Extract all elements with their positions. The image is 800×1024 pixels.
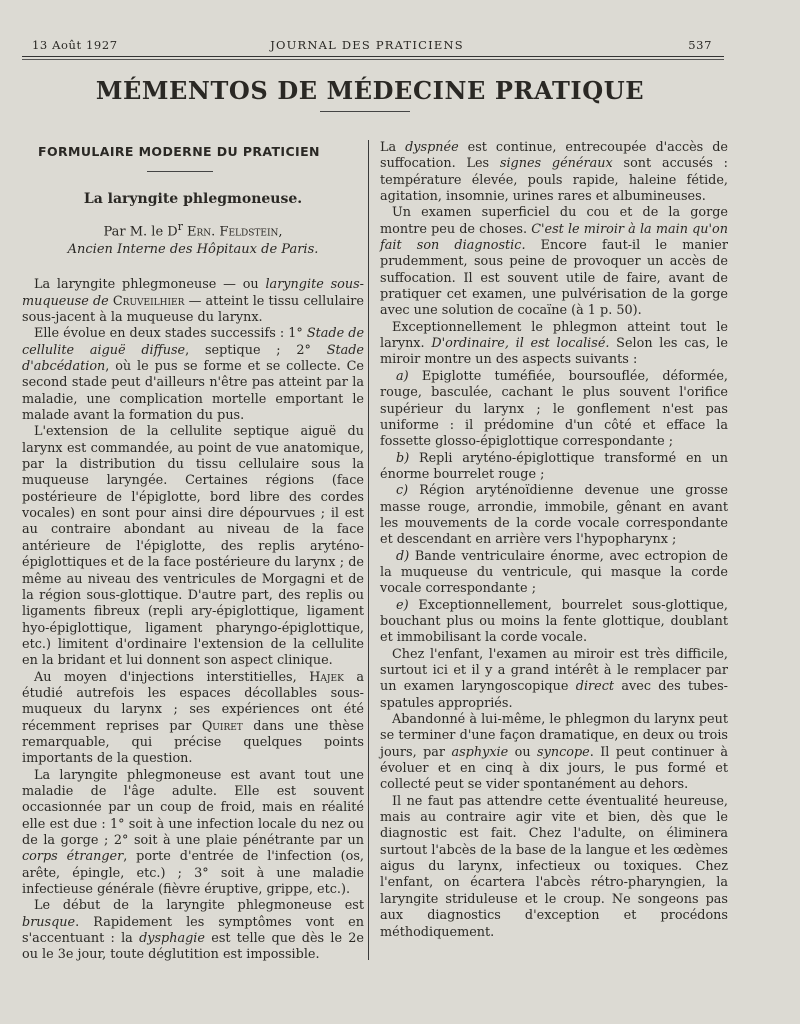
list-item: c) Région aryténoïdienne devenue une grosse masse rouge, arrondie, immobile, gênant en avant les mouvements de la corde vocale correspondante et descendant en arrière vers l'hypopharynx ; <box>380 483 728 548</box>
paragraph: L'extension de la cellulite septique aiguë du larynx est commandée, au point de vue anatomique, par la distribution du tissu cellulaire sous la muqueuse laryngée. Certaines régions (face postérieure de l'épiglotte, bord libre des cordes vocales) en sont pour ainsi dire dépourvues ; il est au contraire abondant au niveau de la face antérieure de l'épiglotte, des replis aryténo-épiglottiques et de la face postérieure du larynx ; de même au niveau des ventricules de Morgagni et de la région sous-glottique. D'autre part, des replis ou ligaments fibreux (repli ary-épiglottique, ligament hyo-épiglottique, ligament pharyngo-épiglottique, etc.) limitent d'ordinaire l'extension de la cellulite en la bridant et lui donnent son aspect clinique. <box>22 424 364 669</box>
byline-prefix: Par M. le D <box>103 224 178 240</box>
header-date: 13 Août 1927 <box>32 38 118 52</box>
section-title: FORMULAIRE MODERNE DU PRATICIEN <box>38 144 320 159</box>
paragraph: Chez l'enfant, l'examen au miroir est très difficile, surtout ici et il y a grand intérêt à le remplacer par un examen laryngoscopique direct avec des tubes-spatules appropriés. <box>380 646 728 711</box>
header-journal-title: JOURNAL DES PRATICIENS <box>270 38 464 52</box>
list-item: a) Epiglotte tuméfiée, boursouflée, déformée, rouge, basculée, cachant le plus souvent l'orifice supérieur du larynx ; le gonflement n'est pas uniforme : il prédomine d'un côté et efface la fossette glosso-épiglottique correspondante ; <box>380 368 728 450</box>
paragraph: La laryngite phlegmoneuse est avant tout une maladie de l'âge adulte. Elle est souvent occasionnée par un coup de froid, mais en réalité elle est due : 1° soit à une infection locale du nez ou de la gorge ; 2° soit à une plaie pénétrante par un corps étranger, porte d'entrée de l'infection (os, arête, épingle, etc.) ; 3° soit à une maladie infectieuse générale (fièvre éruptive, grippe, etc.). <box>22 767 364 898</box>
title-divider <box>320 111 410 112</box>
paragraph: Abandonné à lui-même, le phlegmon du larynx peut se terminer d'une façon dramatique, en deux ou trois jours, par asphyxie ou syncope. Il peut continuer à évoluer et en cinq à dix jours, le pus formé et collecté peut se vider spontanément au dehors. <box>380 712 728 793</box>
paragraph: La dyspnée est continue, entrecoupée d'accès de suffocation. Les signes généraux sont accusés : température élevée, pouls rapide, haleine fétide, agitation, insomnie, urines rares et albumineuses. <box>380 140 728 205</box>
byline <box>22 218 364 241</box>
header-rule <box>22 56 724 57</box>
paragraph: La laryngite phlegmoneuse — ou laryngite sous-muqueuse de Cruveilhier — atteint le tissu cellulaire sous-jacent à la muqueuse du larynx. <box>22 277 364 326</box>
list-item: e) Exceptionnellement, bourrelet sous-glottique, bouchant plus ou moins la fente glottique, doublant et immobilisant la corde vocale. <box>380 597 728 646</box>
column-divider <box>368 140 369 960</box>
article-title: La laryngite phlegmoneuse. <box>83 191 303 207</box>
paragraph: Au moyen d'injections interstitielles, Hajek a étudié autrefois les espaces décollables sous-muqueux du larynx ; ses expériences ont été récemment reprises par Quiret dans une thèse remarquable, qui précise quelques points importants de la question. <box>22 669 364 767</box>
author-affiliation: Ancien Interne des Hôpitaux de Paris. <box>67 242 319 258</box>
left-column <box>22 140 364 964</box>
right-column <box>380 140 728 941</box>
running-header <box>22 36 712 58</box>
section-divider <box>147 171 213 172</box>
header-rule-secondary <box>22 59 724 60</box>
author-name: Ern. Feldstein, <box>187 224 283 240</box>
list-item: d) Bande ventriculaire énorme, avec ectropion de la muqueuse du ventricule, qui masque la corde vocale correspondante ; <box>380 548 728 597</box>
list-item: b) Repli aryténo-épiglottique transformé en un énorme bourrelet rouge ; <box>380 450 728 482</box>
paragraph: Un examen superficiel du cou et de la gorge montre peu de choses. C'est le miroir à la main qu'on fait son diagnostic. Encore faut-il le manier prudemment, sous peine de provoquer un accès de suffocation. Il est souvent utile de faire, avant de pratiquer cet examen, une pulvérisation de la gorge avec une solution de cocaïne (à 1 p. 50). <box>380 205 728 319</box>
paragraph: Le début de la laryngite phlegmoneuse est brusque. Rapidement les symptômes vont en s'accentuant : la dysphagie est telle que dès le 2e ou le 3e jour, toute déglutition est impossible. <box>22 898 364 963</box>
paragraph: Il ne faut pas attendre cette éventualité heureuse, mais au contraire agir vite et bien, dès que le diagnostic est fait. Chez l'adulte, on éliminera surtout l'abcès de la base de la langue et les œdèmes aigus du larynx, infectieux ou toxiques. Chez l'enfant, on écartera l'abcès rétro-pharyngien, la laryngite striduleuse et le croup. Ne songeons pas aux diagnostics d'exception et procédons méthodiquement. <box>380 793 728 940</box>
main-title: MÉMENTOS DE MÉDECINE PRATIQUE <box>95 76 645 105</box>
paragraph: Exceptionnellement le phlegmon atteint tout le larynx. D'ordinaire, il est localisé. Selon les cas, le miroir montre un des aspects suivants : <box>380 319 729 368</box>
paragraph: Elle évolue en deux stades successifs : 1° Stade de cellulite aiguë diffuse, septique ; 2° Stade d'abcédation, où le pus se forme et se collecte. Ce second stade peut d'ailleurs n'être pas atteint par la maladie, une complication mortelle emportant le malade avant la formation du pus. <box>22 326 365 424</box>
header-page-number: 537 <box>688 38 712 52</box>
byline-sup: r <box>177 220 183 233</box>
